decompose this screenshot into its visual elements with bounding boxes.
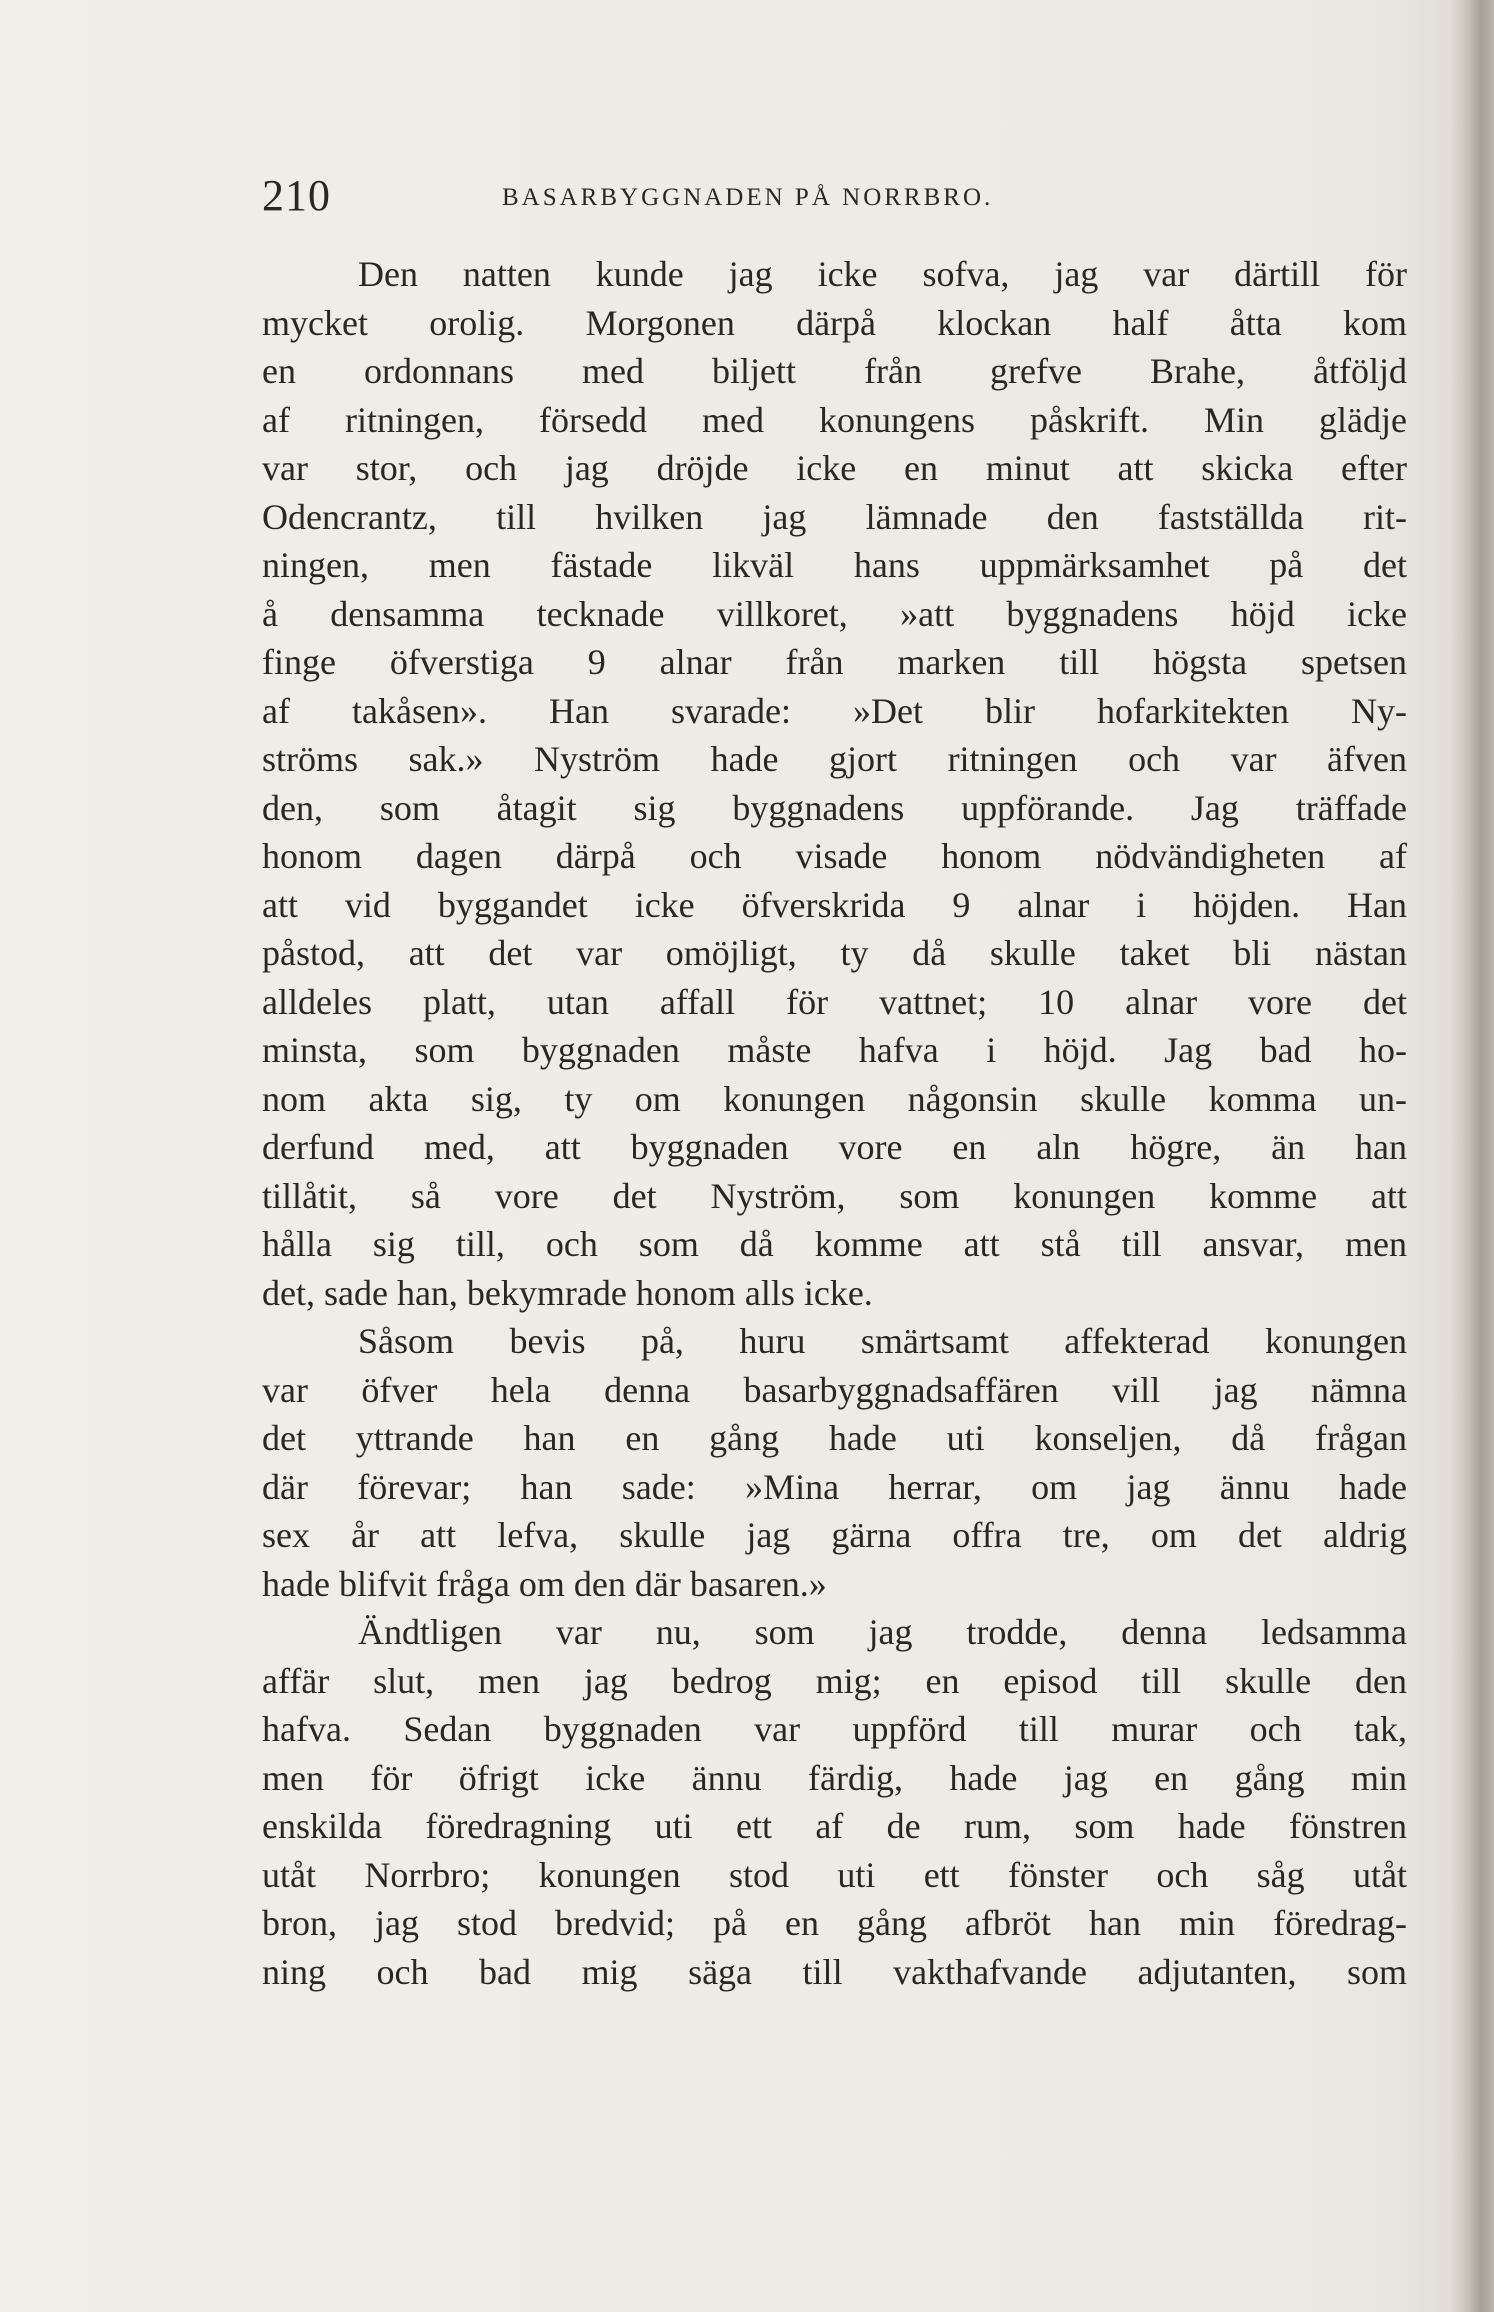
text-line: minsta, som byggnaden måste hafva i höjd. Jag bad ho- xyxy=(262,1030,1407,1070)
text-line: en ordonnans med biljett från grefve Brahe, åtföljd xyxy=(262,351,1407,391)
text-line: honom dagen därpå och visade honom nödvändigheten af xyxy=(262,836,1407,876)
text-line: alldeles platt, utan affall för vattnet; 10 alnar vore det xyxy=(262,981,1407,1022)
text-line: af takåsen». Han svarade: »Det blir hofarkitekten Ny- xyxy=(262,690,1407,731)
text-line: tillåtit, så vore det Nyström, som konungen komme att xyxy=(262,1175,1407,1216)
text-line: att vid byggandet icke öfverskrida 9 alnar i höjden. Han xyxy=(262,884,1407,925)
text-line: det yttrande han en gång hade uti konseljen, då frågan xyxy=(262,1418,1407,1458)
text-line: det, sade han, bekymrade honom alls icke. xyxy=(262,1272,873,1313)
text-line: affär slut, men jag bedrog mig; en episod till skulle den xyxy=(262,1660,1407,1701)
text-line: hålla sig till, och som då komme att stå till ansvar, men xyxy=(262,1224,1407,1264)
text-line: Såsom bevis på, huru smärtsamt affekterad konungen xyxy=(358,1321,1407,1361)
page-number: 210 xyxy=(262,171,331,220)
text-line: af ritningen, försedd med konungens påskrift. Min glädje xyxy=(262,399,1407,440)
text-line: ning och bad mig säga till vakthafvande adjutanten, som xyxy=(262,1951,1407,1992)
text-line: finge öfverstiga 9 alnar från marken till högsta spetsen xyxy=(262,642,1407,682)
text-line: mycket orolig. Morgonen därpå klockan half åtta kom xyxy=(262,302,1407,343)
running-head: BASARBYGGNADEN PÅ NORRBRO. xyxy=(502,184,994,211)
text-line: den, som åtagit sig byggnadens uppförande. Jag träffade xyxy=(262,787,1407,828)
text-line: där förevar; han sade: »Mina herrar, om jag ännu hade xyxy=(262,1466,1407,1507)
text-line: nom akta sig, ty om konungen någonsin skulle komma un- xyxy=(262,1078,1407,1119)
text-line: hafva. Sedan byggnaden var uppförd till murar och tak, xyxy=(262,1709,1407,1749)
text-line: påstod, att det var omöjligt, ty då skulle taket bli nästan xyxy=(262,933,1407,973)
text-line: hade blifvit fråga om den där basaren.» xyxy=(262,1563,827,1604)
text-line: å densamma tecknade villkoret, »att byggnadens höjd icke xyxy=(262,593,1407,634)
text-line: Odencrantz, till hvilken jag lämnade den fastställda rit- xyxy=(262,496,1407,537)
text-line: utåt Norrbro; konungen stod uti ett fönster och såg utåt xyxy=(262,1854,1407,1895)
text-line: bron, jag stod bredvid; på en gång afbröt han min föredrag- xyxy=(262,1903,1407,1943)
text-line: sex år att lefva, skulle jag gärna offra tre, om det aldrig xyxy=(262,1515,1407,1555)
body-text xyxy=(262,250,1407,1996)
text-line: men för öfrigt icke ännu färdig, hade jag en gång min xyxy=(262,1757,1407,1798)
text-line: Ändtligen var nu, som jag trodde, denna ledsamma xyxy=(358,1612,1407,1652)
text-line: ningen, men fästade likväl hans uppmärksamhet på det xyxy=(262,545,1407,585)
text-line: var stor, och jag dröjde icke en minut att skicka efter xyxy=(262,448,1407,488)
text-line: Den natten kunde jag icke sofva, jag var därtill för xyxy=(358,254,1407,294)
page-edge-shadow xyxy=(1450,0,1494,2312)
text-line: enskilda föredragning uti ett af de rum, som hade fönstren xyxy=(262,1806,1407,1846)
text-line: derfund med, att byggnaden vore en aln högre, än han xyxy=(262,1127,1407,1167)
text-line: ströms sak.» Nyström hade gjort ritningen och var äfven xyxy=(262,739,1407,779)
text-line: var öfver hela denna basarbyggnadsaffären vill jag nämna xyxy=(262,1369,1407,1410)
page-header xyxy=(262,170,1402,230)
